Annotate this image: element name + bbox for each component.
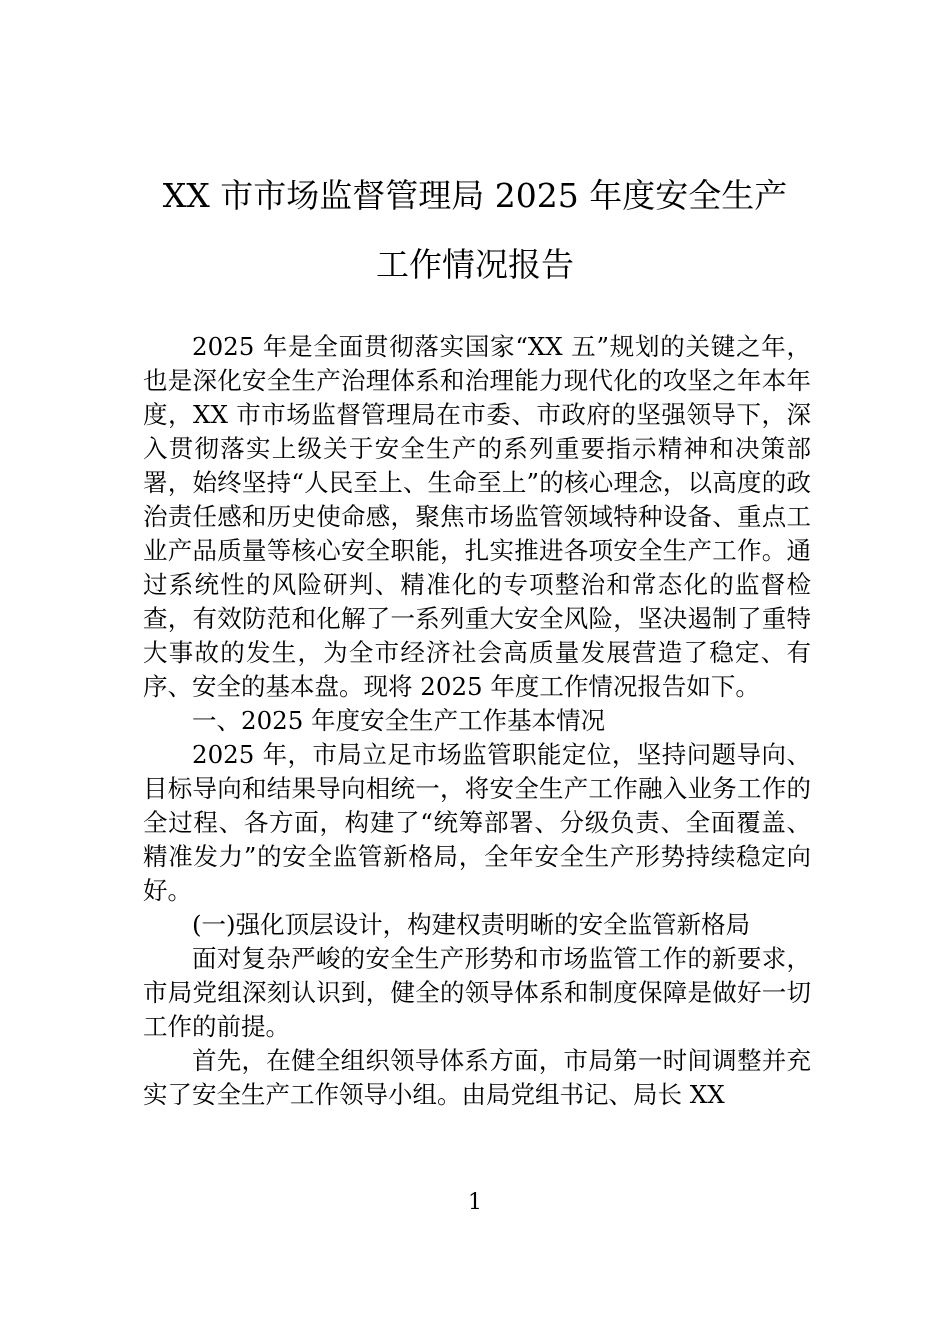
paragraph-intro: 2025 年是全面贯彻落实国家“XX 五”规划的关键之年，也是深化安全生产治理体系和治理能力现代化的攻坚之年本年度，XX 市市场监督管理局在市委、市政府的坚强领导下，深入贯彻落实上级关于安全生产的系列重要指示精神和决策部署，始终坚持“人民至上、生命至上”的核心理念，以高度的政治责任感和历史使命感，聚焦市场监管领域特种设备、重点工业产品质量等核心安全职能，扎实推进各项安全生产工作。通过系统性的风险研判、精准化的专项整治和常态化的监督检查，有效防范和化解了一系列重大安全风险，坚决遏制了重特大事故的发生，为全市经济社会高质量发展营造了稳定、有序、安全的基本盘。现将 2025 年度工作情况报告如下。: [143, 332, 811, 701]
section-heading-1: 一、2025 年度安全生产工作基本情况: [192, 706, 606, 735]
document-body: [143, 330, 811, 1112]
page-number: 1: [468, 1190, 482, 1215]
document-title-line-2: 工作情况报告: [376, 245, 574, 284]
paragraph-overview: 2025 年，市局立足市场监管职能定位，坚持问题导向、目标导向和结果导向相统一，将安全生产工作融入业务工作的全过程、各方面，构建了“统筹部署、分级负责、全面覆盖、精准发力”的安全监管新格局，全年安全生产形势持续稳定向好。: [143, 740, 811, 905]
paragraph-first-measure: 首先，在健全组织领导体系方面，市局第一时间调整并充实了安全生产工作领导小组。由局党组书记、局长 XX: [143, 1046, 811, 1109]
subsection-heading-1: (一)强化顶层设计，构建权责明晰的安全监管新格局: [192, 910, 751, 939]
paragraph-context: 面对复杂严峻的安全生产形势和市场监管工作的新要求，市局党组深刻认识到，健全的领导体系和制度保障是做好一切工作的前提。: [143, 944, 811, 1041]
document-title-line-1: XX 市市场监督管理局 2025 年度安全生产: [162, 176, 788, 215]
